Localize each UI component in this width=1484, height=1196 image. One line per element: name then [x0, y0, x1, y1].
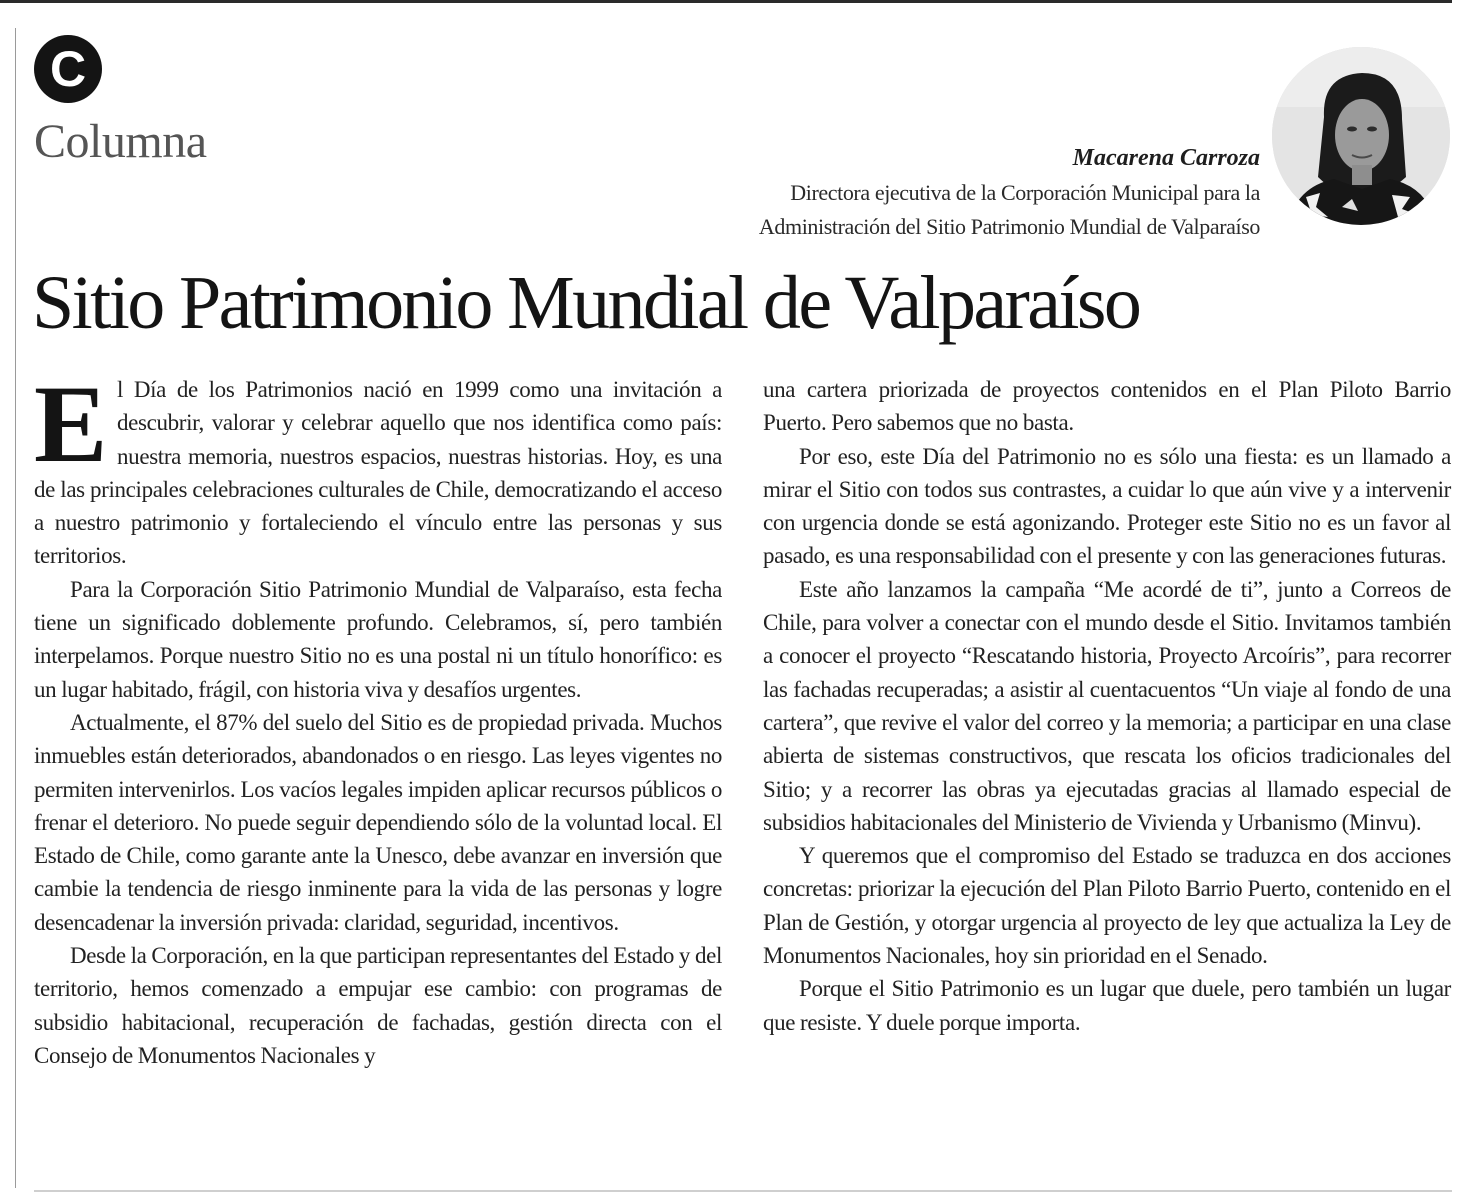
paragraph [34, 363, 722, 573]
section-logo-c: C [34, 35, 102, 103]
paragraph: Actualmente, el 87% del suelo del Sitio es de propiedad privada. Muchos inmuebles están deteriorados, abandonados o en riesgo. Las leyes vigentes no permiten intervenirlos. Los vacíos legales impiden aplicar recursos públicos o frenar el deterioro. No puede seguir dependiendo sólo de la voluntad local. El Estado de Chile, como garante ante la Unesco, debe avanzar en inversión que cambie la tendencia de riesgo inminente para la vida de las personas y logre desencadenar la inversión privada: claridad, seguridad, incentivos. [34, 709, 722, 935]
headline: Sitio Patrimonio Mundial de Valparaíso [32, 261, 1140, 345]
paragraph: Este año lanzamos la campaña “Me acordé de ti”, junto a Correos de Chile, para volver a conectar con el mundo desde el Sitio. Invitamos también a conocer el proyecto “Rescatando historia, Proyecto Arcoíris”, para recorrer las fachadas recuperadas; a asistir al cuentacuentos “Un viaje al fondo de una cartera”, que revive el valor del correo y la memoria; a participar en una clase abierta de sistemas constructivos, que rescata los oficios tradicionales del Sitio; y a recorrer las obras ya ejecutadas gracias al llamado especial de subsidios habitacionales del Ministerio de Vivienda y Urbanismo (Minvu). [763, 576, 1451, 835]
paragraph-text: l Día de los Patrimonios nació en 1999 como una invitación a descubrir, valorar y celebrar aquello que nos identifica como país: nuestra memoria, nuestros espacios, nuestras historias. Hoy, es una de las principales celebraciones culturales de Chile, democratizando el acceso a nuestro patrimonio y fortaleciendo el vínculo entre las personas y sus territorios. [34, 377, 722, 569]
bottom-rule [34, 1190, 1452, 1192]
top-rule [0, 0, 1452, 3]
author-name: Macarena Carroza [1072, 145, 1260, 171]
paragraph: una cartera priorizada de proyectos contenidos en el Plan Piloto Barrio Puerto. Pero sabemos que no basta. [763, 377, 1451, 436]
paragraph: Desde la Corporación, en la que participan representantes del Estado y del territorio, hemos comenzado a empujar ese cambio: con programas de subsidio habitacional, recuperación de fachadas, gestión directa con el Consejo de Monumentos Nacionales y [34, 943, 722, 1068]
author-photo [1272, 47, 1450, 225]
article-column-left [34, 363, 722, 1072]
paragraph: Porque el Sitio Patrimonio es un lugar que duele, pero también un lugar que resiste. Y duele porque importa. [763, 976, 1451, 1035]
author-portrait-image [1272, 47, 1450, 225]
drop-cap: E [34, 363, 108, 485]
author-role-line1: Directora ejecutiva de la Corporación Municipal para la [790, 180, 1260, 205]
author-role-line2: Administración del Sitio Patrimonio Mundial de Valparaíso [758, 214, 1260, 239]
left-rule [15, 28, 16, 1188]
byline [540, 140, 1260, 244]
paragraph: Y queremos que el compromiso del Estado se traduzca en dos acciones concretas: priorizar la ejecución del Plan Piloto Barrio Puerto, contenido en el Plan de Gestión, y otorgar urgencia al proyecto de ley que actualiza la Ley de Monumentos Nacionales, hoy sin prioridad en el Senado. [763, 843, 1451, 969]
paragraph: Por eso, este Día del Patrimonio no es sólo una fiesta: es un llamado a mirar el Sitio con todos sus contrastes, a cuidar lo que aún vive y a intervenir con urgencia donde se está agonizando. Proteger este Sitio no es un favor al pasado, es una responsabilidad con el presente y con las generaciones futuras. [763, 443, 1451, 569]
paragraph: Para la Corporación Sitio Patrimonio Mundial de Valparaíso, esta fecha tiene un significado doblemente profundo. Celebramos, sí, pero también interpelamos. Porque nuestro Sitio no es una postal ni un título honorífico: es un lugar habitado, frágil, con historia viva y desafíos urgentes. [34, 576, 722, 702]
section-label: Columna [34, 115, 207, 168]
article-column-right [763, 373, 1451, 1039]
